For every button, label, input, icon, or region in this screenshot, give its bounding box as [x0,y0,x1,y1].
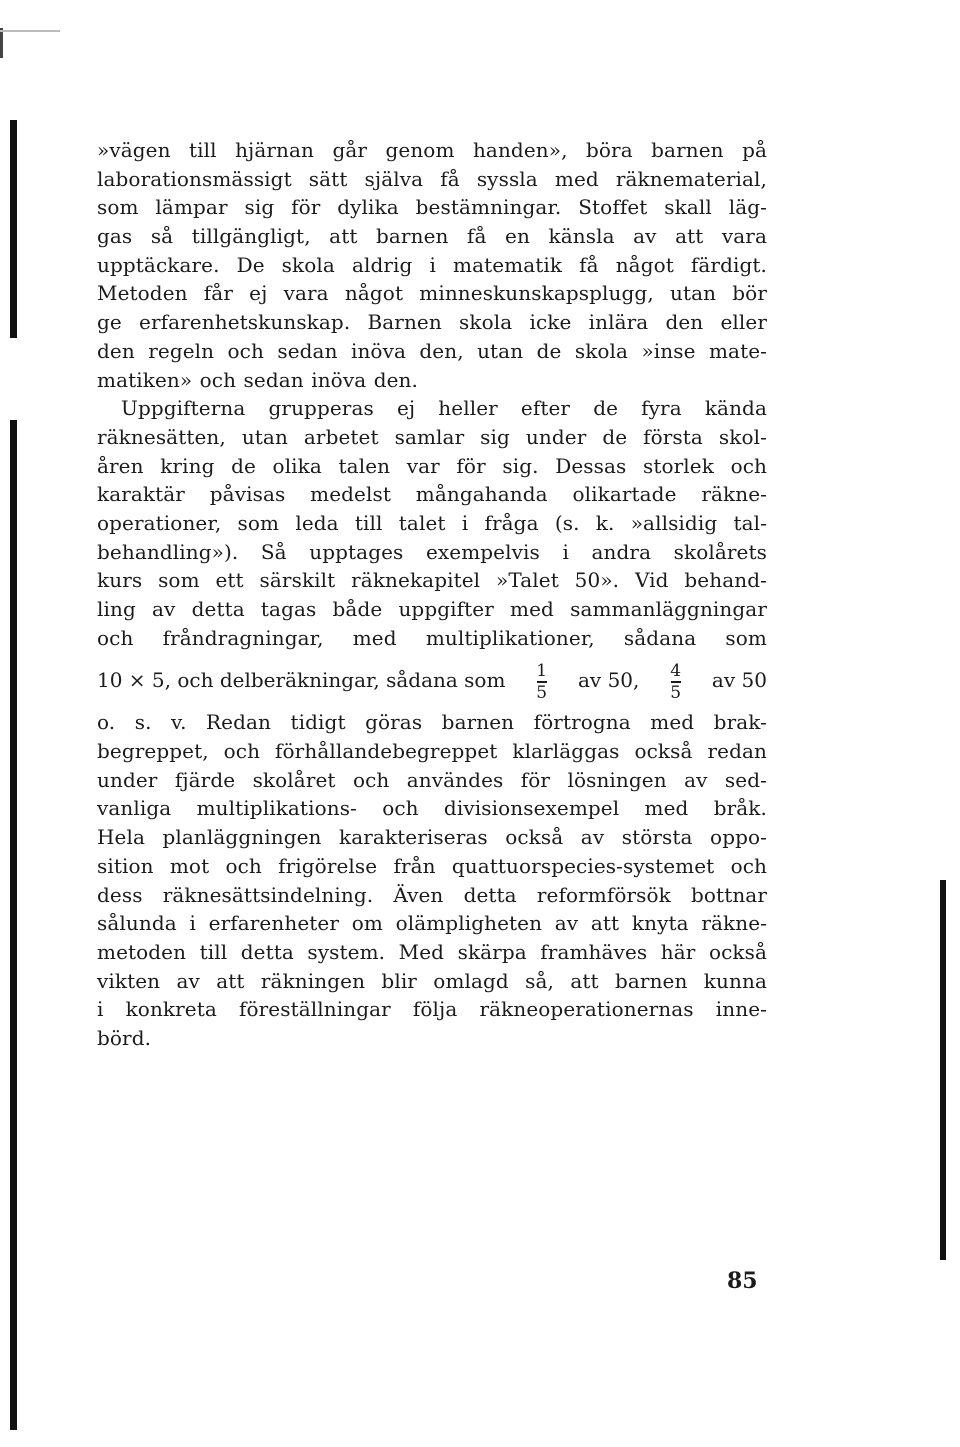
text-line: karaktär påvisas medelst mångahanda olikartade räkne- [97,482,767,507]
paragraph [97,708,767,1052]
fraction-line-mid: av 50, [577,668,640,693]
text-line: gas så tillgängligt, att barnen få en känsla av att vara [97,224,767,249]
text-line: kurs som ett särskilt räknekapitel »Talet 50». Vid behand- [97,568,767,593]
text-line: vanliga multiplikations- och divisionsexempel med bråk. [97,796,767,821]
text-line: åren kring de olika talen var för sig. Dessas storlek och [97,453,767,478]
text-line: sålunda i erfarenheter om olämpligheten av att knyta räkne- [97,911,767,936]
scan-edge-mark [940,880,946,1260]
fraction-numerator: 1 [536,661,548,682]
paragraph [97,394,767,652]
fraction [536,661,548,704]
text-line: Hela planläggningen karakteriseras också av största oppo- [97,825,767,850]
text-line: vikten av att räkningen blir omlagd så, att barnen kunna [97,968,767,993]
text-line: sition mot och frigörelse från quattuorspecies-systemet och [97,853,767,878]
fraction-denominator: 5 [670,683,682,704]
text-line: dess räknesättsindelning. Även detta reformförsök bottnar [97,882,767,907]
text-line: under fjärde skolåret och användes för lösningen av sed- [97,767,767,792]
fraction [670,661,682,704]
text-line: operationer, som leda till talet i fråga (s. k. »allsidig tal- [97,510,767,535]
text-line: den regeln och sedan inöva den, utan de skola »inse mate- [97,338,767,363]
scan-edge-mark [10,420,17,1430]
text-line: behandling»). Så upptages exempelvis i andra skolårets [97,539,767,564]
text-line: o. s. v. Redan tidigt göras barnen förtrogna med brak- [97,710,767,735]
text-line: och fråndragningar, med multiplikationer, sådana som [97,625,767,650]
text-line: ling av detta tagas både uppgifter med sammanläggningar [97,597,767,621]
text-line: matiken» och sedan inöva den. [97,367,418,392]
fraction-numerator: 4 [670,661,682,682]
text-line: upptäckare. De skola aldrig i matematik få något färdigt. [97,252,767,277]
text-line: räknesätten, utan arbetet samlar sig under de första skol- [97,424,767,449]
text-line: laborationsmässigt sätt själva få syssla med räknematerial, [97,166,767,191]
text-line: metoden till detta system. Med skärpa framhäves här också [97,939,767,964]
page-number: 85 [727,1268,758,1294]
text-line: Metoden får ej vara något minneskunskapsplugg, utan bör [97,281,767,306]
text-line: börd. [97,1025,152,1050]
paragraph [97,136,767,394]
fraction-line-start: 10 × 5, och delberäkningar, sådana som [97,668,506,693]
text-line: som lämpar sig för dylika bestämningar. Stoffet skall läg- [97,195,767,220]
text-line: i konkreta föreställningar följa räkneoperationernas inne- [97,997,767,1022]
text-line: begreppet, och förhållandebegreppet klarläggas också redan [97,739,767,764]
scan-edge-mark [0,30,60,32]
text-line: »vägen till hjärnan går genom handen», böra barnen på [97,138,767,162]
fraction-line-end: av 50 [711,668,767,693]
fraction-line [97,652,767,708]
text-line: ge erfarenhetskunskap. Barnen skola icke inlära den eller [97,310,767,335]
scan-edge-mark [0,28,3,58]
page-body [97,136,767,1053]
scan-edge-mark [10,120,17,338]
fraction-denominator: 5 [536,683,548,704]
text-line: Uppgifterna grupperas ej heller efter de fyra kända [121,396,767,421]
